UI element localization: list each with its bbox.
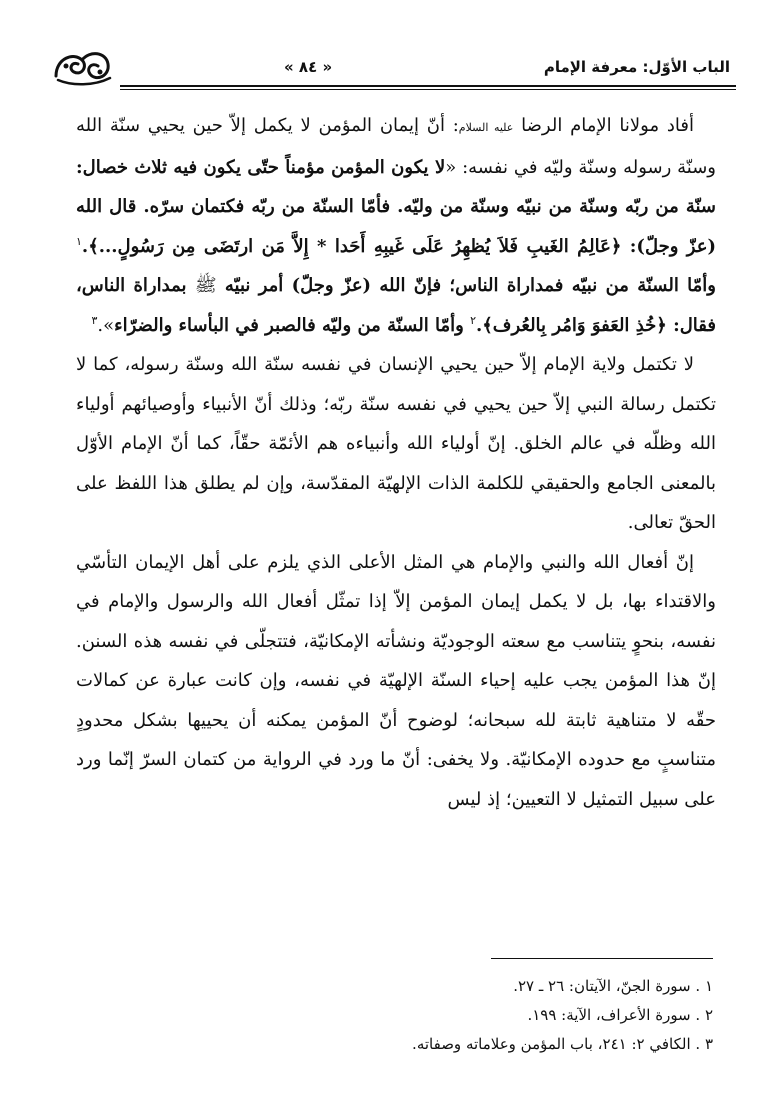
footnote-rule <box>491 958 713 959</box>
page-header <box>52 44 736 94</box>
page-number: « ٨٤ » <box>284 58 333 76</box>
salutation-saw: ﷺ <box>194 275 217 296</box>
footnote-ref-2[interactable]: ٢ <box>470 313 476 327</box>
footnote-ref-1[interactable]: ١ <box>76 234 82 248</box>
hadith-quote: بمداراة الناس، فقال: ﴿خُذِ العَفوَ وَامُر بِالعُرف﴾. <box>76 275 716 336</box>
footnote-ref-3[interactable]: ٣ <box>91 313 98 327</box>
running-title: الباب الأوّل: معرفة الإمام <box>543 58 730 76</box>
header-rule-thin <box>120 89 736 90</box>
quote-close: ». <box>97 314 115 336</box>
hadith-quote: وأمّا السنّة من وليّه فالصبر في البأساء والضرّاء <box>114 314 471 336</box>
paragraph-1 <box>76 106 716 345</box>
header-rule <box>120 85 736 87</box>
salutation: عليه السلام <box>458 121 514 134</box>
hadith-quote: لا يكون المؤمن مؤمناً حتّى يكون فيه ثلاث خصال: سنّة من ربّه وسنّة من نبيّه وسنّة من وليّه. فأمّا السنّة من ربّه فكتمان سرّه. قال الله (عزّ وجلّ): ﴿عَالِمُ الغَيبِ فَلاَ يُظهِرُ عَلَى غَيبِهِ أَحَدا * إِلاَّ مَن ارتَضَى مِن رَسُولٍ...﴾. <box>76 156 716 257</box>
hadith-quote: وأمّا السنّة من نبيّه فمداراة الناس؛ فإنّ الله (عزّ وجلّ) أمر نبيّه <box>216 275 716 296</box>
footnote-1: ١ . سورة الجنّ، الآيتان: ٢٦ ـ ٢٧. <box>513 977 713 995</box>
text-run: : أنّ إيمان المؤمن لا يكمل إلاّ حين يحيي سنّة الله وسنّة رسوله وسنّة وليّه في نفسه: « <box>76 115 716 178</box>
text-run: أفاد مولانا الإمام الرضا <box>513 115 695 136</box>
paragraph-3: إنّ أفعال الله والنبي والإمام هي المثل الأعلى الذي يلزم على أهل الإيمان التأسّي والاقتداء بها، بل لا يكمل إيمان المؤمن إلاّ إذا تمثّل أفعال الله والرسول والإمام في نفسه، بنحوٍ يتناسب مع سعته الوجوديّة ونشأته الإمكانيّة، فتتجلّى في نفسه هذه السنن. إنّ هذا المؤمن يجب عليه إحياء السنّة الإلهيّة في نفسه، وإن كانت عبارة عن كمالات حقّه لا متناهية ثابتة لله سبحانه؛ لوضوح أنّ المؤمن يمكنه أن يحييها بشكل محدودٍ متناسبٍ مع حدوده الإمكانيّة. ولا يخفى: أنّ ما ورد في الرواية من كتمان السرّ إنّما ورد على سبيل التمثيل لا التعيين؛ إذ ليس <box>76 551 716 810</box>
main-text <box>76 106 716 819</box>
footnote-3: ٣ . الكافي ٢: ٢٤١، باب المؤمن وعلاماته وصفاته. <box>412 1035 713 1053</box>
footnotes <box>113 972 713 1059</box>
footnote-2: ٢ . سورة الأعراف، الآية: ١٩٩. <box>527 1006 713 1024</box>
ornament-icon <box>52 46 114 88</box>
paragraph-2: لا تكتمل ولاية الإمام إلاّ حين يحيي الإنسان في نفسه سنّة الله وسنّة رسوله، كما لا تكتمل رسالة النبي إلاّ حين يحيي في نفسه سنّة ربّه؛ وذلك أنّ الأنبياء وأوصيائهم أولياء الله وظلّه في عالم الخلق. إنّ أولياء الله وأنبياءه هم الأئمّة حقّاً، كما أنّ الإمام الأوّل بالمعنى الجامع والحقيقي للكلمة الذات الإلهيّة المقدّسة، وإن لم يطلق هذا اللفظ على الحقّ تعالى. <box>76 354 716 533</box>
